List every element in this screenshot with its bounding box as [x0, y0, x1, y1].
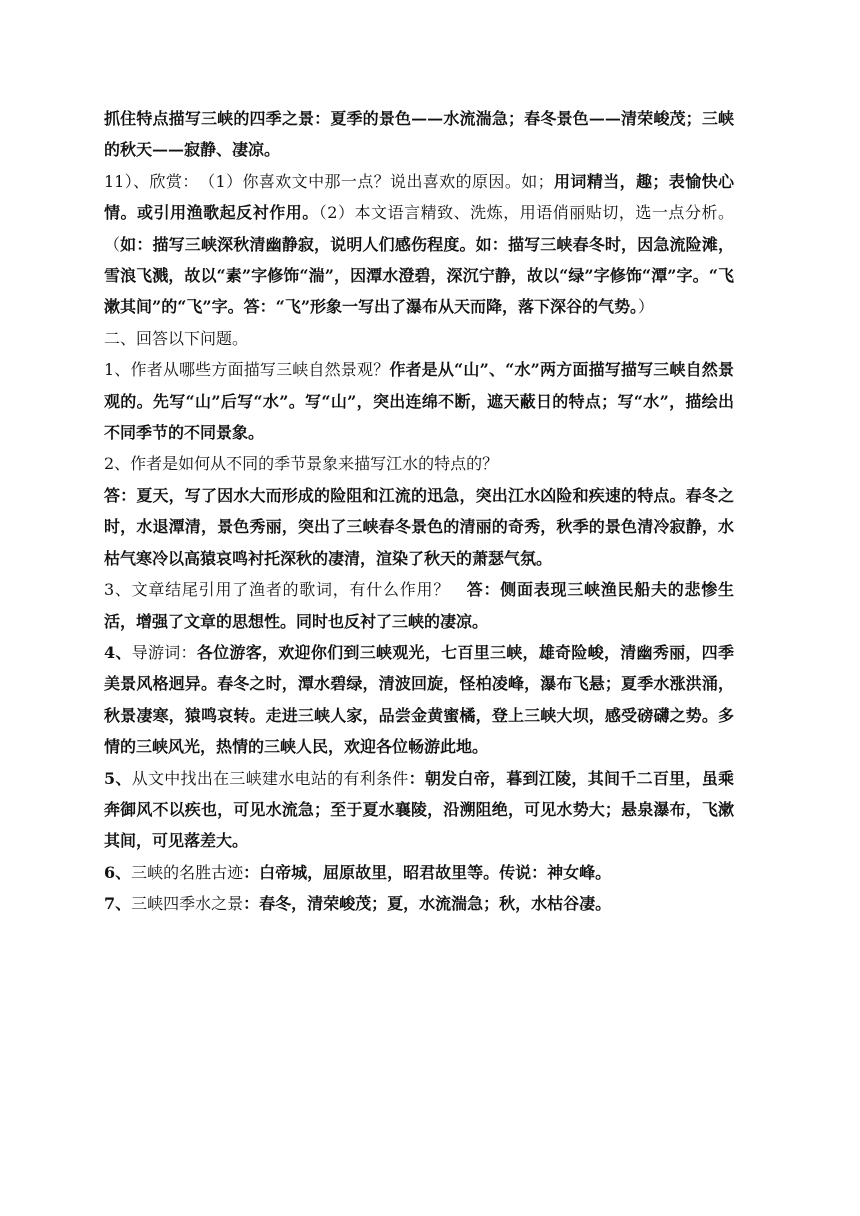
appreciation-answer-2: 如：描写三峡深秋清幽静寂，说明人们感伤程度。如：描写三峡春冬时，因急流险滩，雪浪飞溅，故以“素”字修饰“湍”，因潭水澄碧，深沉宁静，故以“绿”字修饰“潭”字。“飞漱其间”的“飞”字。答：“飞”形象一写出了瀑布从天而降，落下深谷的气势。 — [104, 234, 734, 317]
q3-question: 3、文章结尾引用了渔者的歌词，有什么作用？ — [104, 580, 467, 600]
q5-label: 从文中找出在三峡建水电站的有利条件 — [131, 768, 409, 788]
section-heading: 二、回答以下问题。 — [104, 328, 249, 348]
appreciation-answer-1: 用词精当，趣；表愉快心情。或引用渔歌起反衬作用。 — [104, 171, 734, 223]
paragraph-q1 — [104, 354, 734, 448]
paragraph-section-heading — [104, 323, 734, 354]
q6-number: 6、 — [104, 862, 132, 882]
paragraph-q2-answer — [104, 480, 734, 574]
q6-label: 三峡的名胜古迹 — [131, 862, 244, 882]
appreciation-close-paren: ） — [638, 297, 655, 317]
q7-answer: ：春冬，清荣峻茂；夏，水流湍急；秋，水枯谷凄。 — [243, 894, 612, 914]
q6-answer: ：白帝城，屈原故里，昭君故里等。传说：神女峰。 — [243, 862, 612, 882]
paragraph-summary — [104, 103, 734, 166]
q3-answer: 答：侧面表现三峡渔民船夫的悲惨生活，增强了文章的思想性。同时也反衬了三峡的凄凉。 — [104, 580, 734, 631]
q4-label: 导游词： — [131, 642, 197, 662]
q2-question: 2、作者是如何从不同的季节景象来描写江水的特点的？ — [104, 454, 499, 474]
q5-answer: ：朝发白帝，暮到江陵，其间千二百里，虽乘奔御风不以疾也，可见水流急；至于夏水襄陵，沿溯阻绝，可见水势大；悬泉瀑布，飞漱其间，可见落差大。 — [104, 768, 734, 851]
document-body — [104, 103, 734, 920]
q1-question: 1、作者从哪些方面描写三峡自然景观？ — [104, 360, 390, 380]
paragraph-q3 — [104, 574, 734, 637]
summary-text: 抓住特点描写三峡的四季之景：夏季的景色——水流湍急；春冬景色——清荣峻茂；三峡的秋天——寂静、凄凉。 — [104, 109, 734, 160]
q7-number: 7、 — [104, 894, 132, 914]
q1-answer: 作者是从“山”、“水”两方面描写描写三峡自然景观的。先写“山”后写“水”。写“山”，突出连绵不断，遮天蔽日的特点；写“水”，描绘出不同季节的不同景象。 — [104, 360, 734, 443]
q2-answer: 答：夏天，写了因水大而形成的险阻和江流的迅急，突出江水凶险和疾速的特点。春冬之时，水退潭清，景色秀丽，突出了三峡春冬景色的清丽的奇秀，秋季的景色清冷寂静，水枯气寒冷以高猿哀鸣衬托深秋的凄清，渲染了秋天的萧瑟气氛。 — [104, 485, 734, 568]
q4-answer: 各位游客，欢迎你们到三峡观光，七百里三峡，雄奇险峻，清幽秀丽，四季美景风格迥异。春冬之时，潭水碧绿，清波回旋，怪柏凌峰，瀑布飞悬；夏季水涨洪涌，秋景凄寒，猿鸣哀转。走进三峡人家，品尝金黄蜜橘，登上三峡大坝，感受磅礴之势。多情的三峡风光，热情的三峡人民，欢迎各位畅游此地。 — [104, 642, 734, 757]
appreciation-question-2: （2）本文语言精致、洗炼，用语俏丽贴切，选一点分析。（ — [104, 203, 734, 254]
paragraph-q4 — [104, 637, 734, 763]
appreciation-question-1: 11）、欣赏： （1）你喜欢文中那一点？说出喜欢的原因。如； — [104, 171, 554, 191]
paragraph-q7 — [104, 888, 734, 919]
q7-label: 三峡四季水之景 — [131, 894, 244, 914]
q5-number: 5、 — [104, 768, 132, 788]
q4-number: 4、 — [104, 642, 132, 662]
paragraph-q2 — [104, 448, 734, 479]
paragraph-q6 — [104, 857, 734, 888]
paragraph-appreciation — [104, 166, 734, 323]
paragraph-q5 — [104, 763, 734, 857]
